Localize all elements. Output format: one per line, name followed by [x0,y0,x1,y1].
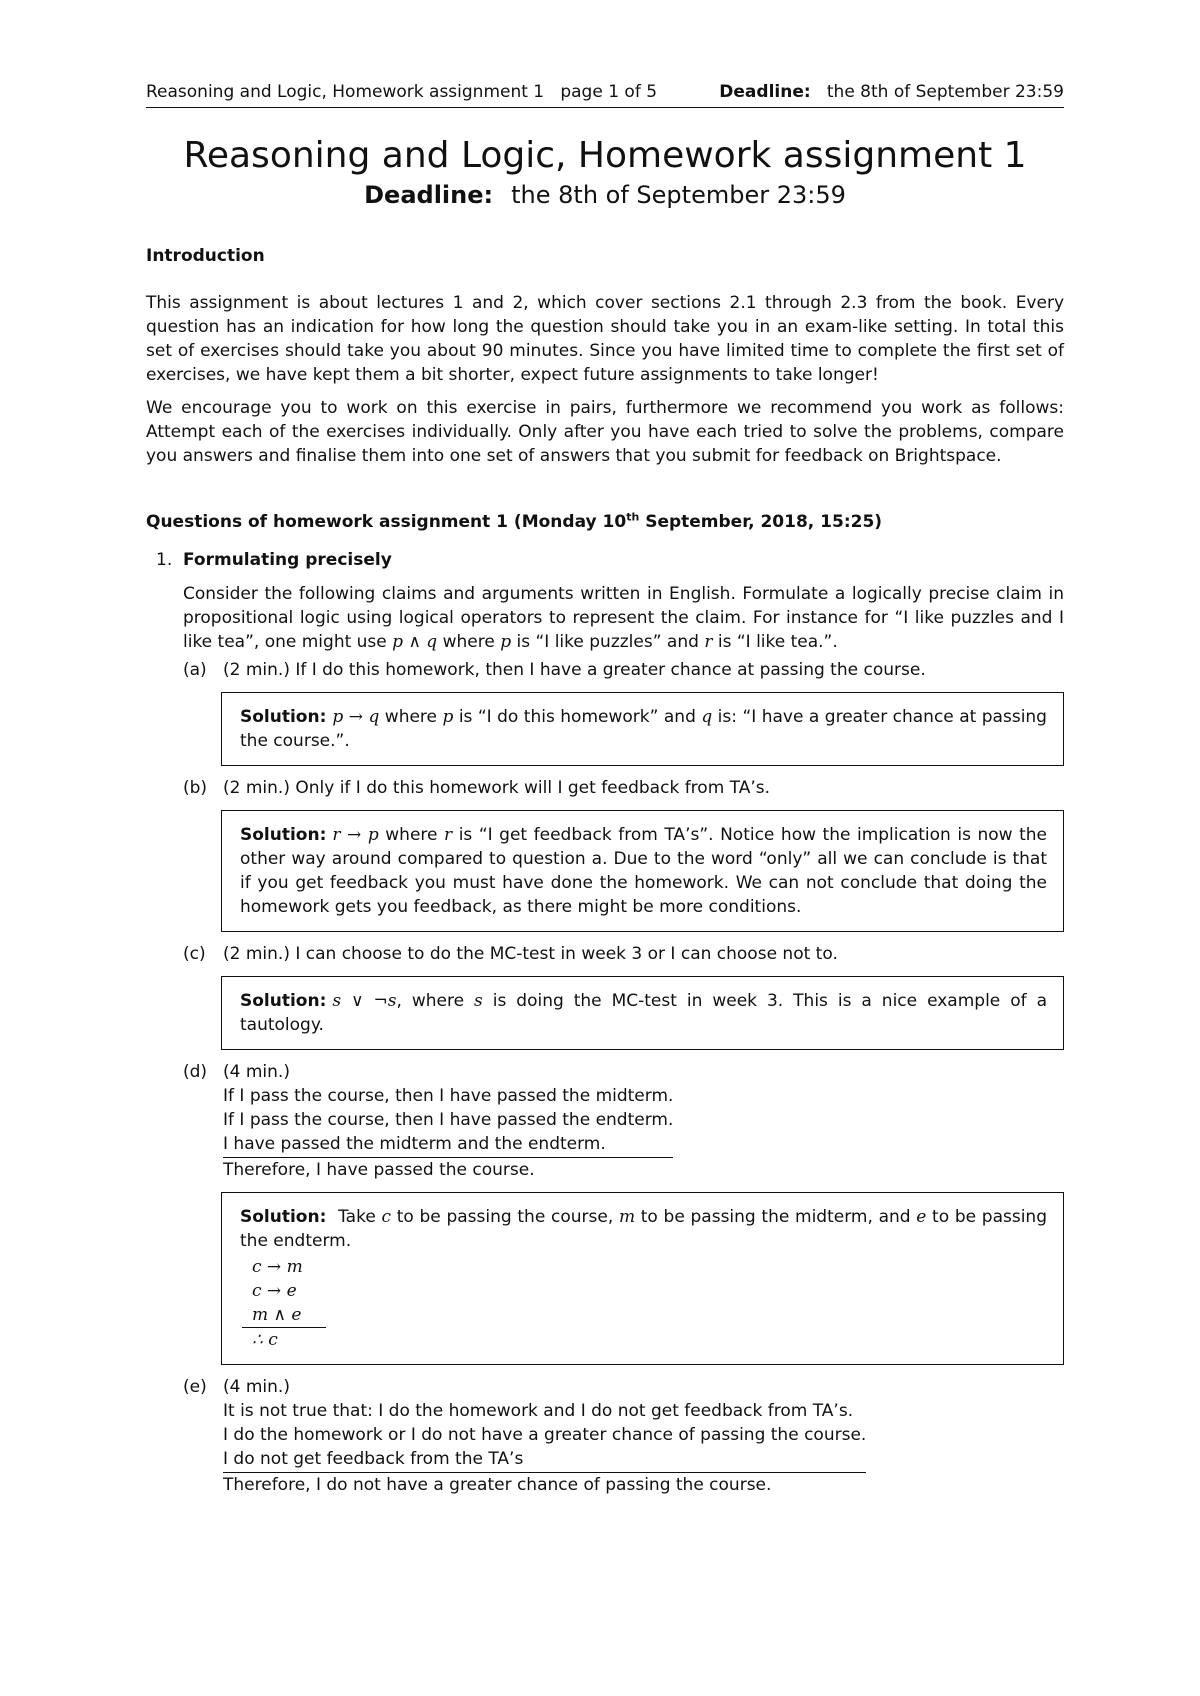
solution-text: where [379,707,443,727]
argument-premise: I have passed the midterm and the endterm. [223,1134,606,1154]
subquestion-d [183,1060,1064,1182]
derivation-conclusion: ∴ c [252,1330,278,1350]
subquestion-text: (2 min.) Only if I do this homework will I get feedback from TA’s. [223,778,771,798]
argument-conclusion: Therefore, I do not have a greater chance of passing the course. [223,1475,772,1495]
solution-math: r [444,825,453,845]
subquestion-label: (b) [183,778,208,798]
solution-box-c [221,976,1064,1050]
solution-label: Solution: [240,991,327,1011]
subquestion-c [183,942,1064,966]
running-header [146,80,1064,108]
solution-box-d [221,1192,1064,1365]
solution-text: to be passing the course, [391,1207,619,1227]
intro-math: p [500,632,512,652]
solution-text: is: “I have a greater chance at passing the course.”. [240,707,1047,751]
subquestion-label: (c) [183,944,206,964]
solution-math: r → p [332,825,379,845]
solution-text: to be passing the endterm. [240,1207,1047,1251]
argument-premise: It is not true that: I do the homework and I do not get feedback from TA’s. [223,1401,854,1421]
solution-text: is doing the MC-test in week 3. This is a nice example of a tautology. [240,991,1047,1035]
solution-box-a [221,692,1064,766]
derivation-line: c → e [252,1281,297,1301]
question-body [183,548,1064,1497]
derivation-line: m ∧ e [252,1305,302,1325]
solution-text: is “I do this homework” and [453,707,702,727]
document-title: Reasoning and Logic, Homework assignment 1 [183,135,1027,176]
introduction-paragraph-2: We encourage you to work on this exercise in pairs, furthermore we recommend you work as follows: Attempt each of the exercises individually. Only after you have each tried to solve the problems, compare you answers and finalise them into one set of answers that you submit for feedback on Brightspace. [146,398,1064,466]
subtitle-deadline-value: the 8th of September 23:59 [511,181,846,209]
subquestion-text: (2 min.) If I do this homework, then I have a greater chance at passing the course. [223,660,926,680]
intro-math: p ∧ q [392,632,438,652]
subtitle-deadline-label: Deadline: [364,181,494,209]
intro-text: is “I like puzzles” and [511,632,705,652]
solution-label: Solution: [240,707,327,727]
header-left [146,80,657,104]
intro-math: r [704,632,713,652]
argument-conclusion: Therefore, I have passed the course. [223,1160,535,1180]
questions-heading-text: Questions of homework assignment 1 (Monday 10 [146,512,627,532]
question-number: 1. [156,550,173,570]
argument-premise: If I pass the course, then I have passed the endterm. [223,1110,674,1130]
subquestion-time: (4 min.) [223,1062,290,1082]
subquestion-a [183,658,1064,682]
solution-math: s ∨ ¬s [332,991,397,1011]
question-intro [183,582,1064,654]
subquestion-label: (a) [183,660,207,680]
document-subtitle [146,180,1064,210]
solution-math: c [381,1207,392,1227]
intro-text: is “I like tea.”. [712,632,838,652]
header-deadline-value: the 8th of September 23:59 [826,82,1064,102]
solution-math: m [618,1207,636,1227]
solution-text: is “I get feedback from TA’s”. Notice how the implication is now the other way around compared to question a. Due to the word “only” all we can conclude is that if you get feedback you must have done the homework. We can not conclude that doing the homework gets you feedback, as there might be more conditions. [240,825,1047,917]
document-page [146,80,1064,1497]
introduction-paragraph-1: This assignment is about lectures 1 and 2, which cover sections 2.1 through 2.3 from the book. Every question has an indication for how long the question should take you in an exam-like setting. In total this set of exercises should take you about 90 minutes. Since you have limited time to complete the first set of exercises, we have kept them a bit shorter, expect future assignments to take longer! [146,293,1064,385]
header-right [719,80,1064,104]
header-deadline-label: Deadline: [719,82,811,102]
subquestion-time: (4 min.) [223,1377,290,1397]
subquestion-b [183,776,1064,800]
solution-box-b [221,810,1064,932]
subquestion-e [183,1375,1064,1497]
argument [223,1084,673,1182]
solution-text: to be passing the midterm, and [635,1207,917,1227]
questions-heading [146,510,1064,534]
solution-label: Solution: [240,825,327,845]
argument-premise: If I pass the course, then I have passed the midterm. [223,1086,674,1106]
solution-math: s [474,991,483,1011]
solution-math: e [916,1207,927,1227]
argument-premise: I do not get feedback from the TA’s [223,1449,524,1469]
solution-label: Solution: [240,1207,327,1227]
intro-text: Consider the following claims and arguments written in English. Formulate a logically precise claim in propositional logic using logical operators to represent the claim. For instance for “I like puzzles and I like tea”, one might use [183,584,1064,652]
solution-text: Take [332,1207,382,1227]
subquestion-content [223,1060,1064,1182]
subquestion-content [223,1375,1064,1497]
argument-premise: I do the homework or I do not have a greater chance of passing the course. [223,1425,867,1445]
solution-text: , where [396,991,475,1011]
solution-math: p [442,707,454,727]
subquestion-label: (d) [183,1062,208,1082]
derivation-line: c → m [252,1257,303,1277]
solution-math: q [701,707,713,727]
argument [223,1399,866,1497]
header-page-number: page 1 of 5 [560,82,658,102]
solution-text: where [378,825,445,845]
introduction-heading: Introduction [146,246,265,266]
questions-heading-text-end: September, 2018, 15:25) [639,512,883,532]
header-title: Reasoning and Logic, Homework assignment 1 [146,82,545,102]
intro-text: where [437,632,501,652]
solution-math: p → q [332,707,380,727]
question-title: Formulating precisely [183,550,392,570]
questions-heading-sup: th [626,510,640,524]
derivation [252,1255,326,1352]
question-1 [146,548,1064,1497]
subquestion-label: (e) [183,1377,207,1397]
subquestion-text: (2 min.) I can choose to do the MC-test in week 3 or I can choose not to. [223,944,838,964]
